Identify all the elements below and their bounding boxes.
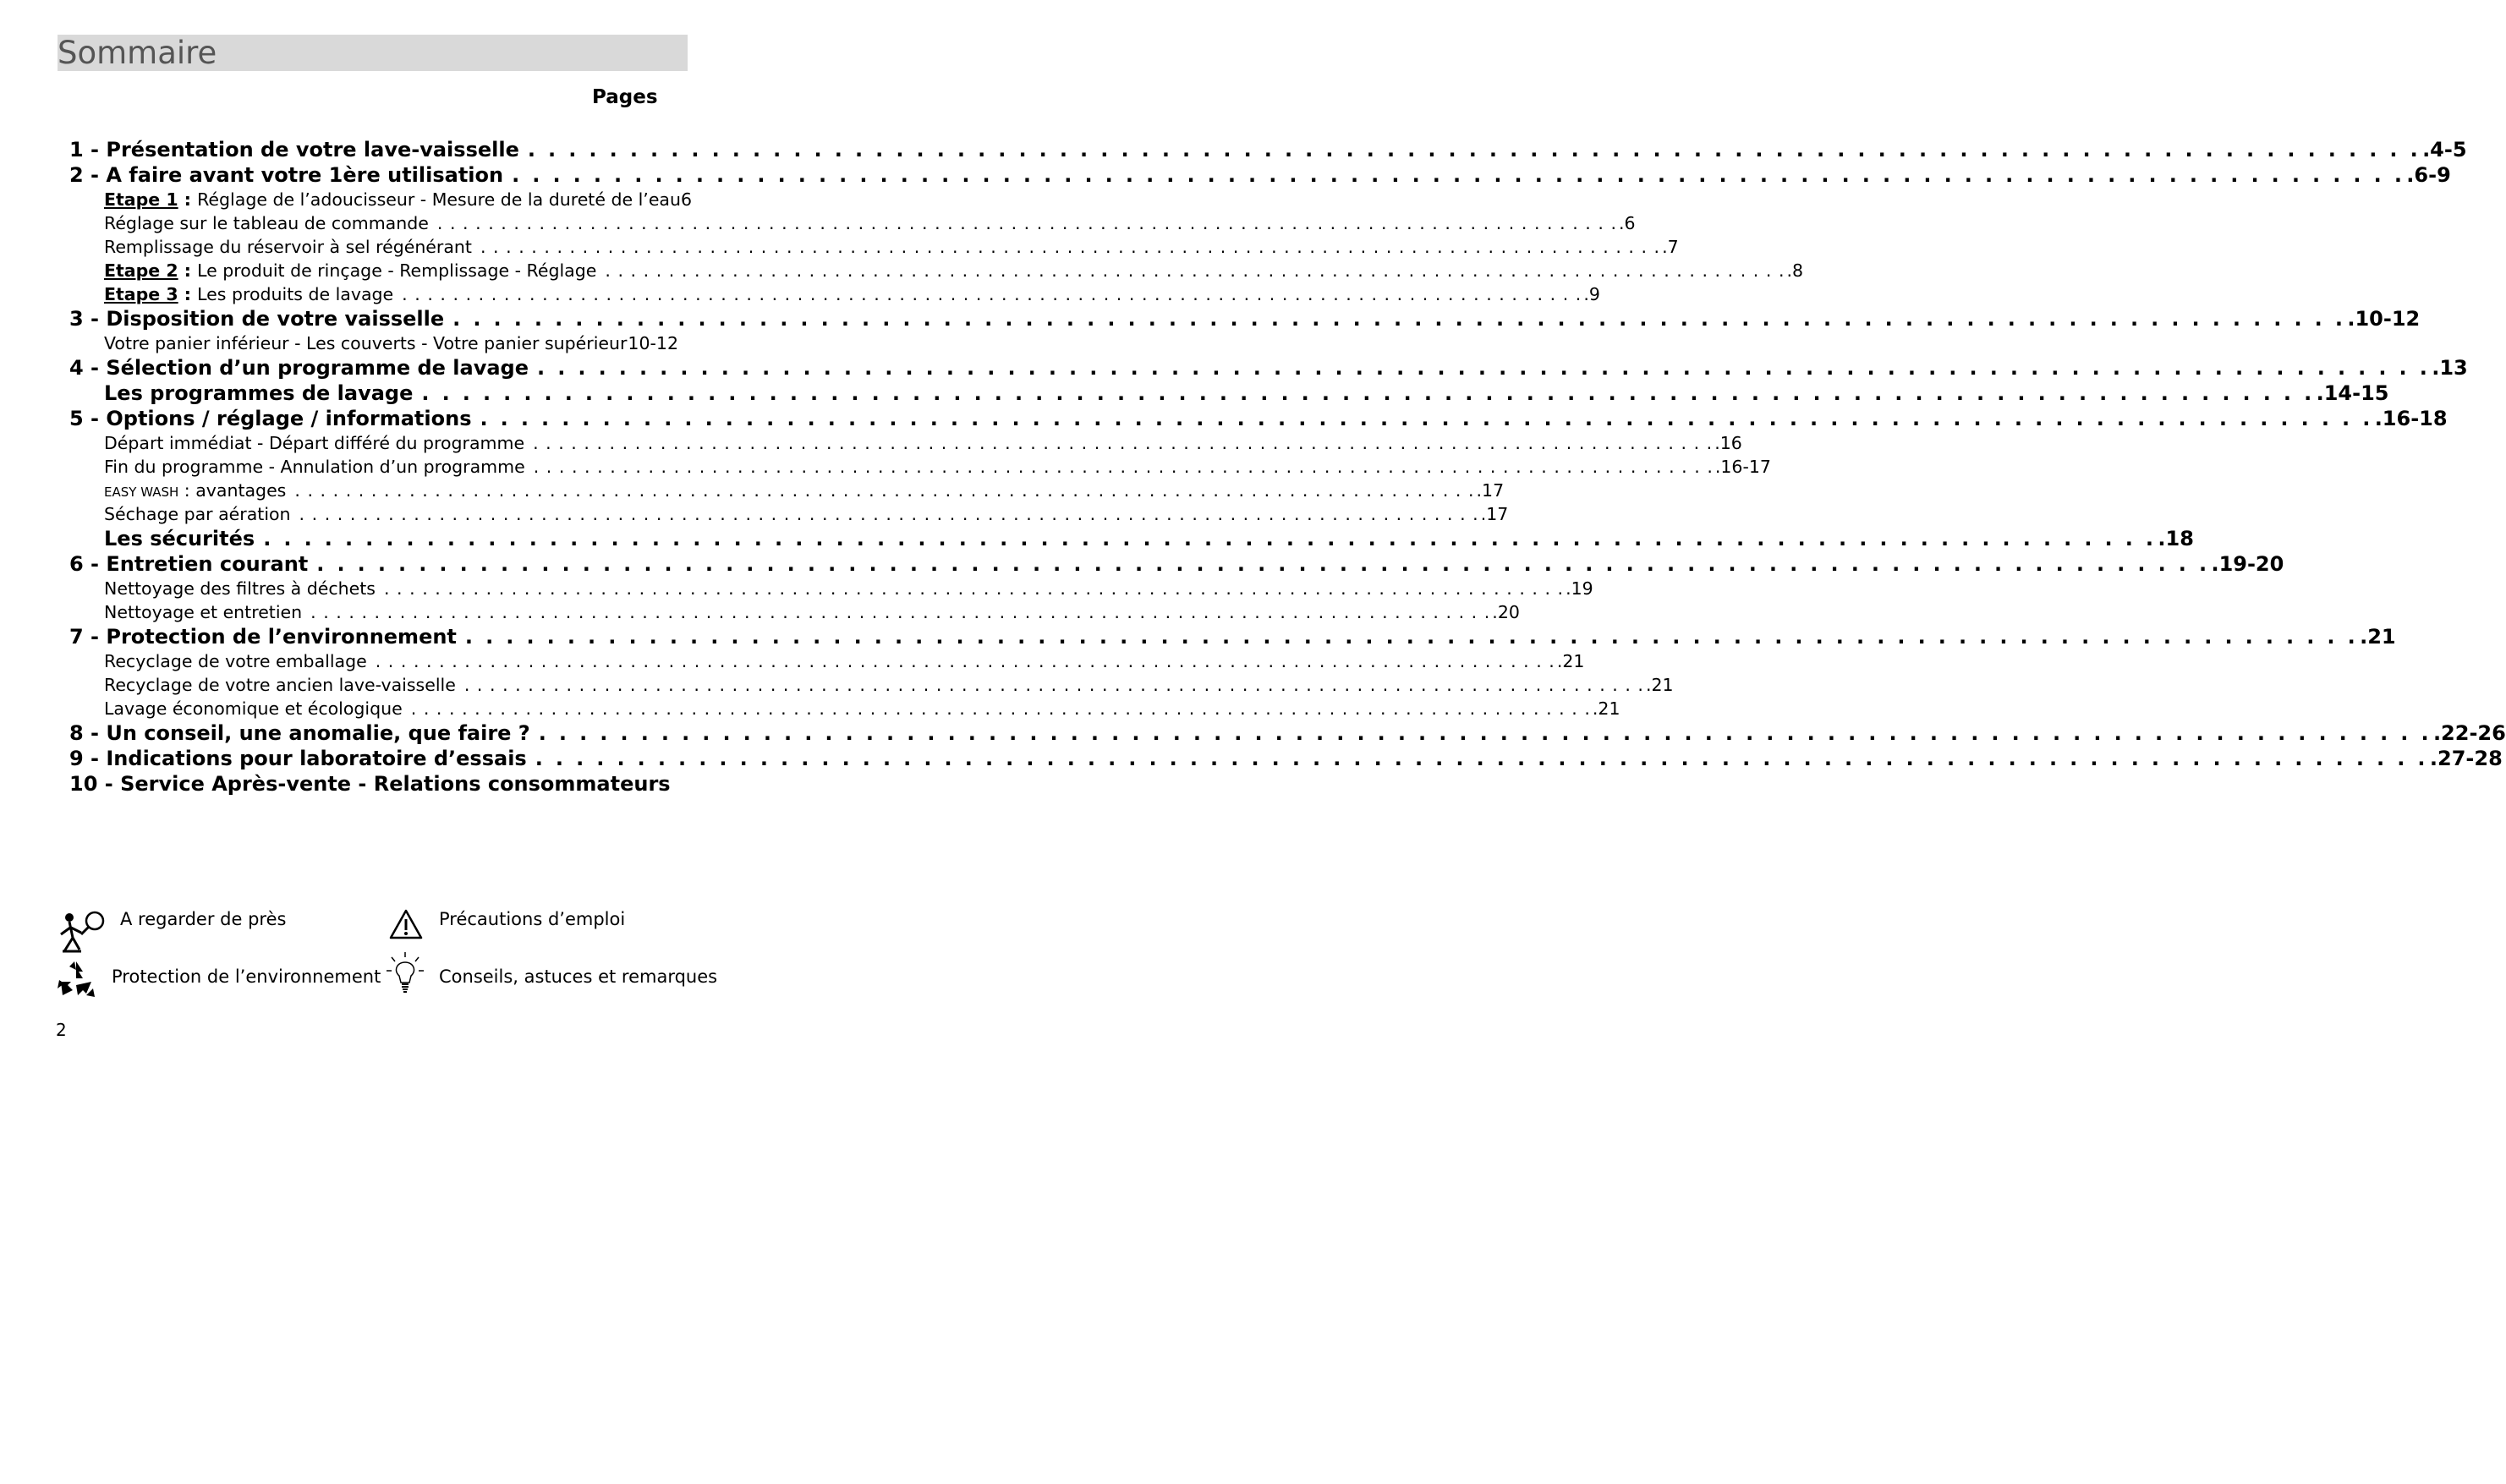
legend-tips: Conseils, astuces et remarques [439,967,718,987]
toc-label: Départ immédiat - Départ différé du programme [104,433,525,453]
dot-leader [294,479,1474,502]
toc-label: 4 - Sélection d’un programme de lavage [69,356,529,380]
step-label: Etape 3 [104,284,178,304]
toc-page-ref: .8 [1786,260,1804,281]
toc-row [69,381,2389,406]
toc-row [69,771,678,797]
toc-label: 6 - Entretien courant [69,552,309,576]
toc-page-ref: .6 [1619,213,1636,233]
dot-leader [480,406,2372,431]
toc-page-ref: .16-17 [1714,457,1771,477]
toc-page-ref: .17 [1476,480,1505,501]
dot-leader [421,381,2314,406]
dot-leader [310,600,1490,624]
dot-leader [465,624,2358,649]
dot-leader [528,137,2421,162]
small-caps-label: EASY WASH [104,485,179,500]
toc-row [69,431,1742,455]
toc-row [69,331,678,355]
step-separator: : [178,189,198,210]
toc-page-ref: .6-9 [2406,163,2451,187]
page-title: Sommaire [58,35,217,71]
toc-label [104,188,681,211]
toc-page-ref: .18 [2158,527,2194,550]
toc-label: Votre panier inférieur - Les couverts - Votre panier supérieur [104,333,628,353]
toc-label [104,479,286,504]
toc-row [69,162,2451,188]
dot-leader [534,455,1714,479]
toc-label: 10 - Service Après-vente - Relations consommateurs [69,772,671,796]
toc-row [69,600,1520,624]
toc-row [69,355,2468,381]
toc-label: 8 - Un conseil, une anomalie, que faire ? [69,721,530,745]
toc-text: : avantages [178,480,287,501]
dot-leader [299,502,1479,526]
title-bar [58,35,688,71]
dot-leader [512,162,2405,188]
dot-leader [464,673,1644,697]
magnifier-figure-icon [56,909,108,961]
toc-row [69,502,1509,526]
dot-leader [452,306,2345,331]
toc-page-ref: .21 [2360,625,2396,649]
toc-label [104,282,393,306]
toc-label: Recyclage de votre emballage [104,651,367,671]
toc-page-ref: .16-18 [2374,407,2448,430]
dot-leader [533,431,1713,455]
toc-page-ref: .4-5 [2422,138,2467,162]
toc-row [69,526,2194,551]
toc-page-ref: .19-20 [2211,552,2284,576]
step-label: Etape 1 [104,189,178,210]
dot-leader [605,259,1785,282]
toc-page-ref: .22-26 [2432,721,2506,745]
step-label: Etape 2 [104,260,178,281]
step-separator: : [178,284,198,304]
toc-label: Lavage économique et écologique [104,698,403,719]
toc-row [69,720,2506,746]
step-text: Le produit de rinçage - Remplissage - Réglage [197,260,597,281]
step-text: Réglage de l’adoucisseur - Mesure de la dureté de l’eau [197,189,681,210]
toc-page-ref: .17 [1480,504,1509,524]
toc-label: Les programmes de lavage [104,381,414,405]
toc-row [69,673,1674,697]
toc-row [69,746,2503,771]
toc-row [69,137,2467,162]
toc-row [69,211,1636,235]
toc-page-ref: 6 [681,189,693,210]
dot-leader [384,577,1564,600]
toc-page-ref: .13 [2432,356,2468,380]
toc-label: Nettoyage des filtres à déchets [104,578,376,599]
toc-page-ref: .21 [1645,675,1674,695]
toc-label: 2 - A faire avant votre 1ère utilisation [69,163,504,187]
dot-leader [537,355,2430,381]
dot-leader [263,526,2156,551]
legend-precautions: Précautions d’emploi [439,909,626,929]
toc-row [69,406,2448,431]
toc-row [69,259,1804,282]
warning-triangle-icon [388,908,424,940]
dot-leader [480,235,1660,259]
toc-row [69,455,1771,479]
table-of-contents [69,137,2506,797]
toc-label: 3 - Disposition de votre vaisselle [69,307,445,331]
step-separator: : [178,260,198,281]
toc-label: Les sécurités [104,527,255,550]
toc-row [69,577,1593,600]
toc-page-ref: .10-12 [2347,307,2421,331]
toc-row [69,188,693,211]
toc-row [69,282,1600,306]
toc-page-ref: .19 [1566,578,1593,599]
toc-row [69,235,1679,259]
toc-row [69,479,1505,502]
toc-label: Séchage par aération [104,504,291,524]
toc-label: Réglage sur le tableau de commande [104,213,429,233]
toc-page-ref: .21 [1592,698,1620,719]
toc-page-ref: .7 [1662,237,1679,257]
toc-label: Recyclage de votre ancien lave-vaisselle [104,675,456,695]
dot-leader [402,282,1582,306]
toc-label: 9 - Indications pour laboratoire d’essais [69,747,527,770]
dot-leader [539,720,2432,746]
toc-label: Remplissage du réservoir à sel régénérant [104,237,472,257]
toc-row [69,306,2421,331]
toc-label: Fin du programme - Annulation d’un programme [104,457,525,477]
toc-page-ref: .14-15 [2316,381,2389,405]
legend-look-closely: A regarder de près [120,909,287,929]
toc-label: 1 - Présentation de votre lave-vaisselle [69,138,519,162]
toc-page-ref: .20 [1492,602,1520,622]
dot-leader [411,697,1591,720]
toc-label: 5 - Options / réglage / informations [69,407,472,430]
toc-page-ref: .27-28 [2429,747,2503,770]
toc-page-ref: .16 [1714,433,1742,453]
toc-row [69,697,1620,720]
step-text: Les produits de lavage [197,284,394,304]
toc-page-ref: 10-12 [628,333,678,353]
page-number: 2 [56,1020,67,1040]
dot-leader [535,746,2428,771]
dot-leader [376,649,1555,673]
toc-label: Nettoyage et entretien [104,602,303,622]
dot-leader [316,551,2209,577]
dot-leader [437,211,1617,235]
toc-row [69,649,1585,673]
pages-column-header: Pages [592,86,658,108]
toc-page-ref: .21 [1556,651,1585,671]
toc-label: 7 - Protection de l’environnement [69,625,457,649]
toc-label [104,259,596,282]
legend-environment: Protection de l’environnement [112,967,381,987]
toc-row [69,551,2284,577]
toc-page-ref: .9 [1583,284,1600,304]
lightbulb-icon [385,950,425,999]
toc-row [69,624,2396,649]
recycle-icon [54,958,98,1000]
